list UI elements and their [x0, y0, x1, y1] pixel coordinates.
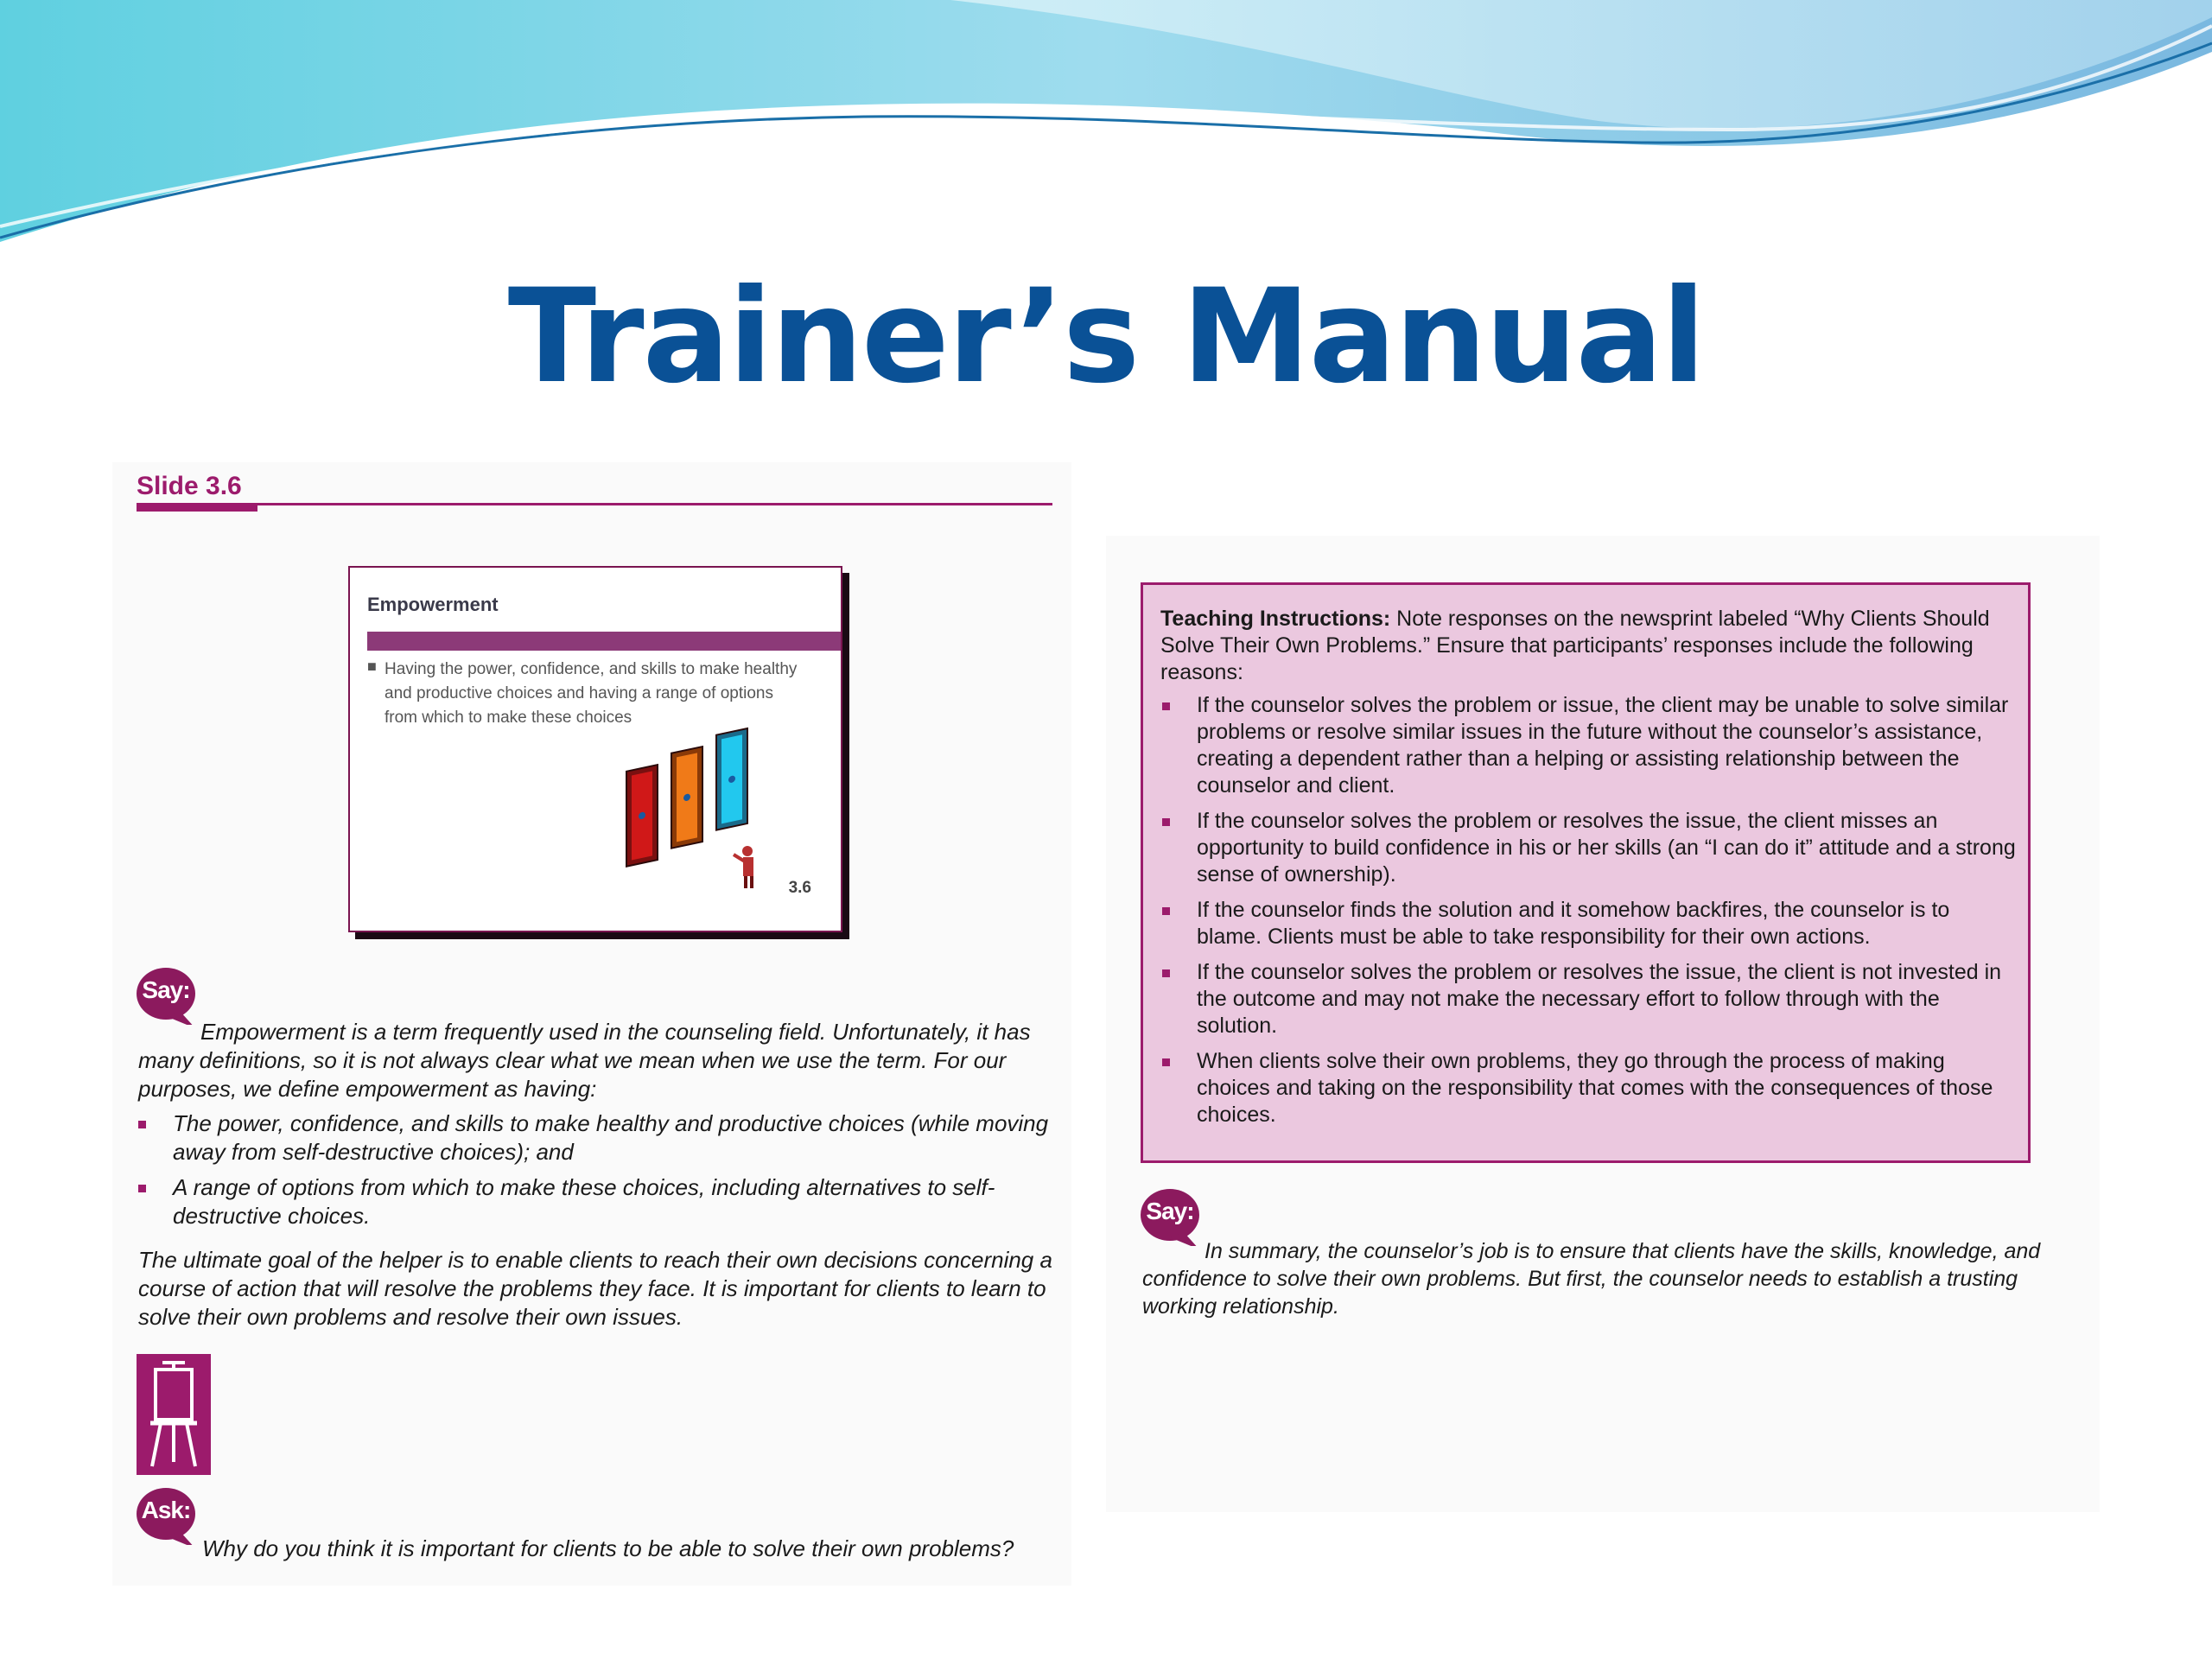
list-item — [1160, 692, 2016, 799]
thumbnail-text: Having the power, confidence, and skills to make healthy and productive choices and having a range of options from which to make these choices — [385, 660, 798, 727]
say-bullet-list — [137, 1109, 1052, 1230]
doors-illustration-icon — [609, 723, 782, 896]
square-bullet-icon — [138, 1185, 146, 1192]
teaching-bullet-text: If the counselor solves the problem or issue, the client may be unable to solve similar problems or resolve similar issues in the future without the counselor’s assistance, creating a dependent rather than a helping or assisting relationship between the counselor and client. — [1197, 693, 2009, 798]
slide-rule-accent — [137, 505, 257, 512]
slide-rule — [137, 503, 1052, 505]
page-title: Trainer’s Manual — [507, 262, 1705, 412]
goal-text: The ultimate goal of the helper is to enable clients to reach their own decisions concerning a course of action that will resolve the problems they face. It is important for clients to learn to solve their own problems and resolve their own issues. — [138, 1247, 1052, 1330]
list-item — [1160, 808, 2016, 888]
teaching-bullet-text: When clients solve their own problems, they go through the process of making choices and taking on the responsibility that comes with the consequences of those choices. — [1197, 1049, 1993, 1127]
thumbnail-slide-number: 3.6 — [788, 879, 811, 897]
teaching-intro-text: Note responses on the newsprint labeled “Why Clients Should Solve Their Own Problems.” Ensure that participants’ responses include the following reasons: — [1160, 607, 1990, 684]
teaching-bullet-text: If the counselor finds the solution and it somehow backfires, the counselor is to blame. Clients must be able to take responsibility for their own actions. — [1197, 898, 1950, 949]
say-label: Say: — [1146, 1198, 1194, 1224]
teaching-heading: Teaching Instructions: — [1160, 607, 1391, 631]
teaching-intro — [1160, 606, 2016, 686]
square-bullet-icon — [1162, 969, 1170, 977]
list-item — [1160, 1048, 2016, 1128]
teaching-bullet-text: If the counselor solves the problem or resolves the issue, the client is not invested in the outcome and may not make the necessary effort to follow through with the solution. — [1197, 960, 2002, 1038]
slide-thumbnail — [348, 566, 842, 932]
square-bullet-icon — [1162, 702, 1170, 710]
ask-speech-icon — [135, 1486, 199, 1545]
slide-label: Slide 3.6 — [137, 472, 242, 500]
square-bullet-icon — [1162, 1058, 1170, 1066]
list-item — [1160, 897, 2016, 950]
flipchart-icon — [137, 1354, 211, 1475]
thumbnail-bullet-icon: ■ — [367, 658, 377, 675]
list-item — [1160, 959, 2016, 1039]
list-item — [137, 1173, 1052, 1230]
thumbnail-title: Empowerment — [367, 594, 499, 615]
square-bullet-icon — [138, 1121, 146, 1128]
thumbnail-title-band — [367, 632, 841, 651]
teaching-instructions-box — [1141, 582, 2031, 1163]
teaching-bullet-list — [1160, 692, 2016, 1137]
say-bullet-text: A range of options from which to make these choices, including alternatives to self-destructive choices. — [173, 1174, 995, 1229]
square-bullet-icon — [1162, 818, 1170, 826]
summary-say-text: In summary, the counselor’s job is to ensure that clients have the skills, knowledge, and confidence to solve their own problems. But first, the counselor needs to establish a trusting working relationship. — [1142, 1239, 2041, 1319]
ask-label: Ask: — [141, 1497, 191, 1523]
teaching-bullet-text: If the counselor solves the problem or resolves the issue, the client misses an opportunity to build confidence in his or her skills (an “I can do it” attitude and a strong sense of ownership). — [1197, 809, 2016, 887]
list-item — [137, 1109, 1052, 1166]
say-speech-icon — [135, 966, 199, 1025]
say-bullet-text: The power, confidence, and skills to make healthy and productive choices (while moving away from self-destructive choices); and — [173, 1110, 1049, 1165]
square-bullet-icon — [1162, 907, 1170, 915]
say-text: Empowerment is a term frequently used in the counseling field. Unfortunately, it has many definitions, so it is not always clear what we mean when we use the term. For our purposes, we define empowerment as having: — [138, 1019, 1031, 1102]
ask-text: Why do you think it is important for clients to be able to solve their own problems? — [202, 1535, 1014, 1561]
say-label: Say: — [142, 976, 190, 1003]
wave-header-decoration — [0, 0, 2212, 259]
